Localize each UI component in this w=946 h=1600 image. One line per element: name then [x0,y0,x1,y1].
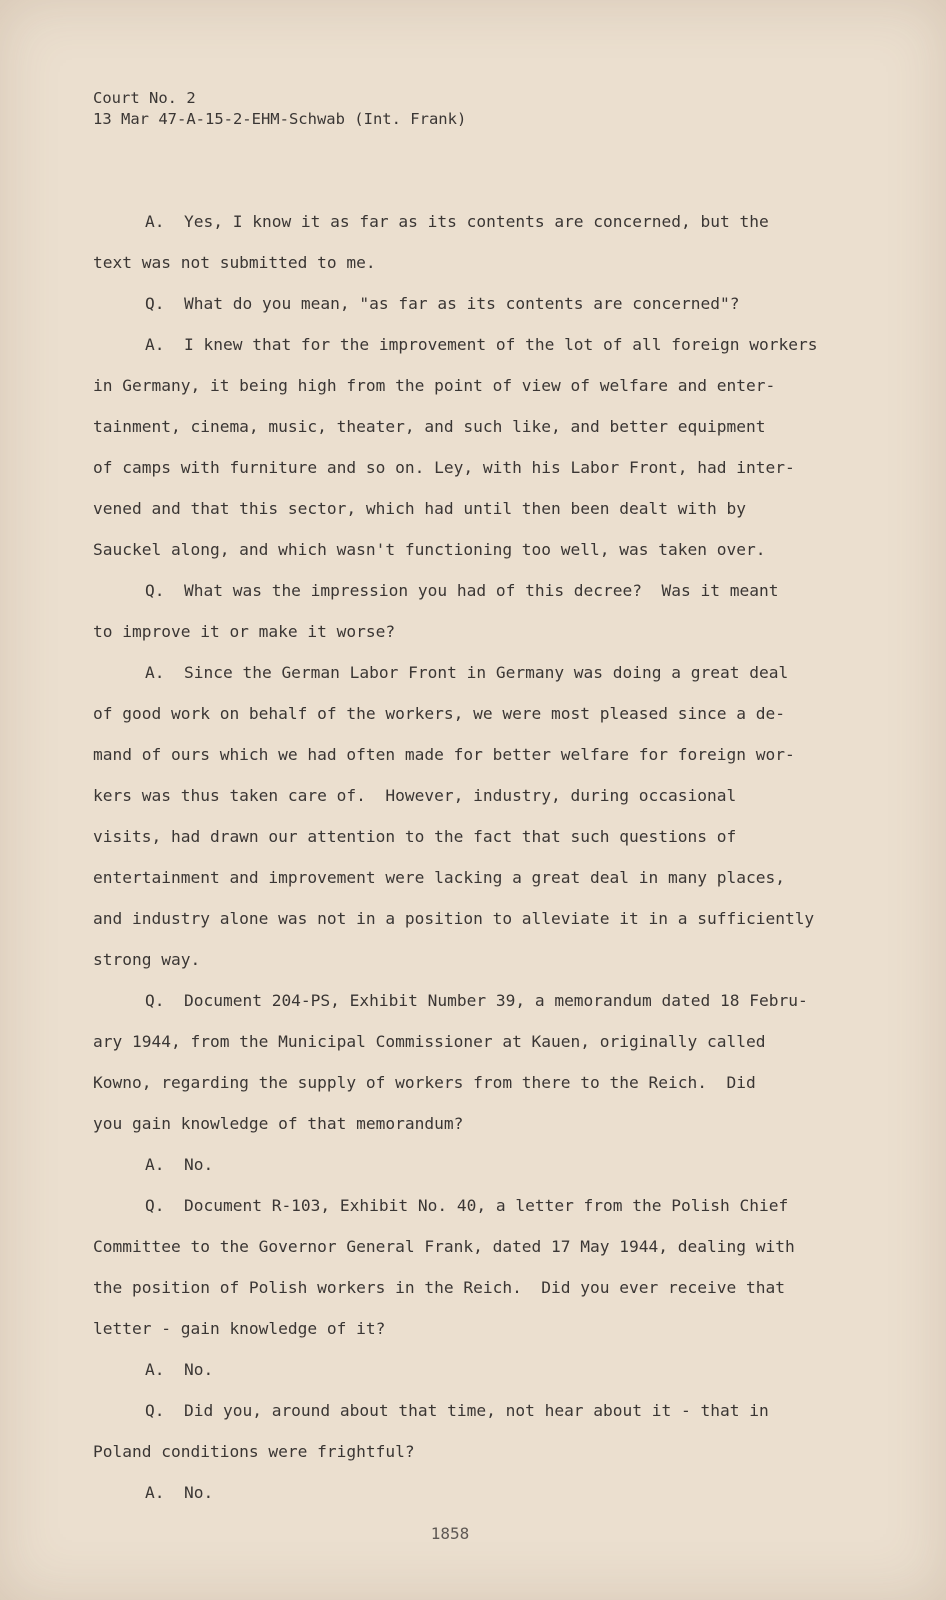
transcript-line: text was not submitted to me. [93,253,376,272]
transcript-line: A. Yes, I know it as far as its contents are concerned, but the [145,212,769,231]
transcript-line: of good work on behalf of the workers, we were most pleased since a de- [93,704,785,723]
transcript-line: A. No. [145,1360,214,1379]
page-number: 1858 [430,1524,470,1543]
transcript-line: Poland conditions were frightful? [93,1442,415,1461]
transcript-line: tainment, cinema, music, theater, and such like, and better equipment [93,417,766,436]
transcript-line: strong way. [93,950,201,969]
transcript-body [93,210,853,1522]
transcript-line: Q. What do you mean, "as far as its contents are concerned"? [145,294,740,313]
transcript-line: A. Since the German Labor Front in Germany was doing a great deal [145,663,789,682]
transcript-line: Kowno, regarding the supply of workers from there to the Reich. Did [93,1073,756,1092]
transcript-line: Committee to the Governor General Frank, dated 17 May 1944, dealing with [93,1237,795,1256]
transcript-line: and industry alone was not in a position to alleviate it in a sufficiently [93,909,815,928]
transcript-line: entertainment and improvement were lacking a great deal in many places, [93,868,785,887]
document-header [93,88,466,130]
transcript-line: Sauckel along, and which wasn't functioning too well, was taken over. [93,540,766,559]
transcript-line: vened and that this sector, which had until then been dealt with by [93,499,746,518]
transcript-line: A. I knew that for the improvement of the lot of all foreign workers [145,335,818,354]
court-label: Court No. 2 [93,89,196,107]
transcript-line: A. No. [145,1155,214,1174]
transcript-line: Q. Did you, around about that time, not hear about it - that in [145,1401,769,1420]
transcript-line: Q. Document R-103, Exhibit No. 40, a letter from the Polish Chief [145,1196,789,1215]
transcript-line: you gain knowledge of that memorandum? [93,1114,464,1133]
transcript-line: of camps with furniture and so on. Ley, with his Labor Front, had inter- [93,458,795,477]
transcript-line: letter - gain knowledge of it? [93,1319,386,1338]
transcript-line: Q. What was the impression you had of this decree? Was it meant [145,581,779,600]
transcript-line: Q. Document 204-PS, Exhibit Number 39, a memorandum dated 18 Febru- [145,991,808,1010]
transcript-line: in Germany, it being high from the point of view of welfare and enter- [93,376,776,395]
transcript-line: A. No. [145,1483,214,1502]
transcript-line: the position of Polish workers in the Reich. Did you ever receive that [93,1278,785,1297]
transcript-line: ary 1944, from the Municipal Commissioner at Kauen, originally called [93,1032,766,1051]
transcript-line: to improve it or make it worse? [93,622,396,641]
transcript-reference: 13 Mar 47-A-15-2-EHM-Schwab (Int. Frank) [93,110,467,128]
transcript-line: mand of ours which we had often made for better welfare for foreign wor- [93,745,795,764]
transcript-line: kers was thus taken care of. However, industry, during occasional [93,786,737,805]
transcript-line: visits, had drawn our attention to the fact that such questions of [93,827,737,846]
